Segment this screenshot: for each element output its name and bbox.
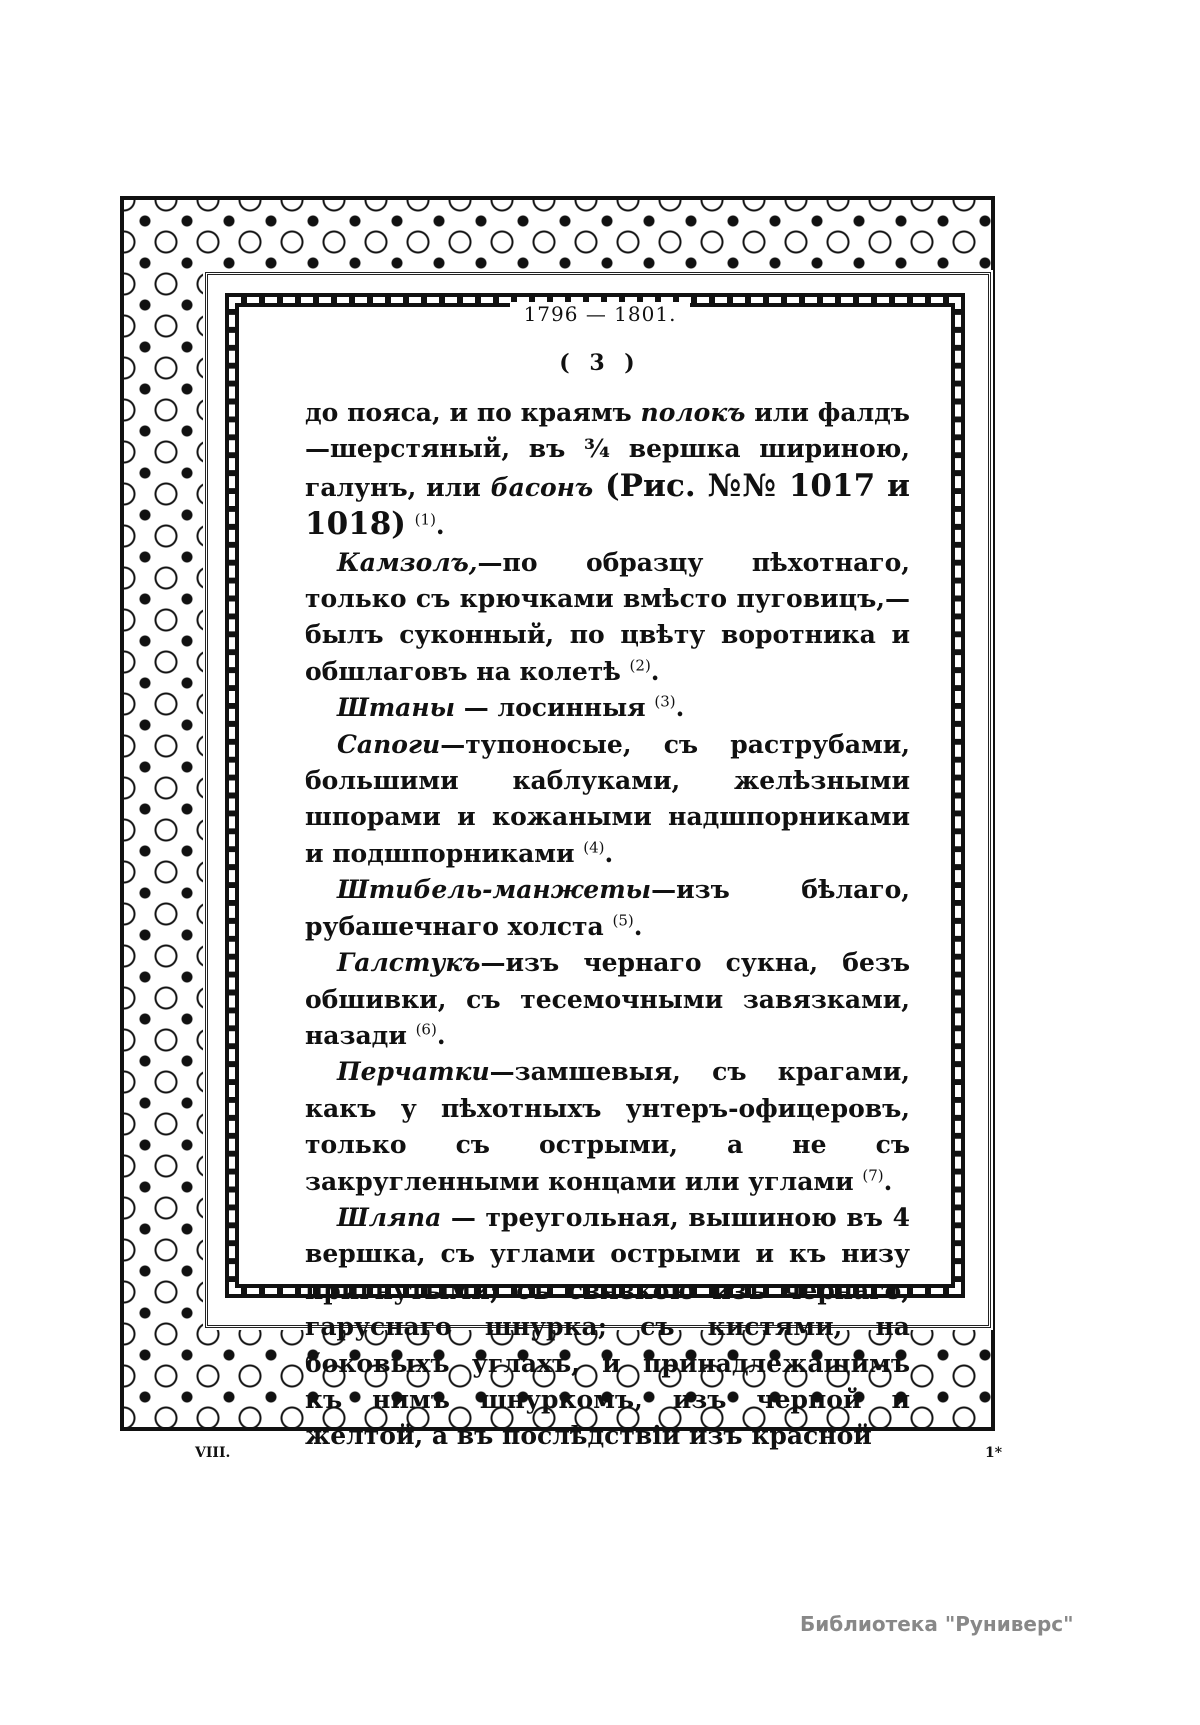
page-text (305, 395, 910, 1455)
term: Сапоги (337, 729, 441, 759)
paragraph: Камзолъ,—по образцу пѣхотнаго, только съ крючками вмѣсто пуговицъ,—былъ суконный, по цвѣту воротника и обшлаговъ на колетѣ $^{(2)}$. (305, 547, 910, 686)
paragraph: Штибель-манжеты—изъ бѣлаго, рубашечнаго холста $^{(5)}$. (305, 875, 910, 941)
running-head-years: 1796 — 1801. (0, 302, 1200, 326)
paragraph: до пояса, и по краямъ полокъ или фалдъ—шерстяный, въ ¾ вершка шириною, галунъ, или басонъ (Рис. №№ 1017 и 1018) $^{(1)}$. (305, 398, 910, 543)
term: Шляпа (337, 1202, 442, 1232)
footnote-ref: (2) (629, 656, 651, 675)
page-number: ( 3 ) (559, 350, 641, 376)
paragraph: Штаны — лосинныя $^{(3)}$. (337, 692, 685, 723)
library-watermark: Библиотека "Руниверс" (800, 1612, 1074, 1636)
signature-mark-right: 1* (985, 1445, 1003, 1461)
term: Штибель-манжеты (337, 875, 652, 905)
footnote-ref: (5) (612, 911, 634, 930)
term: Штаны (337, 693, 456, 723)
term: Перчатки (337, 1057, 490, 1087)
paragraph: Галстукъ—изъ чернаго сукна, безъ обшивки, съ тесемочными завязками, назади $^{(6)}$. (305, 948, 910, 1050)
term: Камзолъ, (337, 547, 478, 577)
footnote-ref: (6) (415, 1020, 437, 1039)
paragraph: Перчатки—замшевыя, съ крагами, какъ у пѣхотныхъ унтеръ-офицеровъ, только съ острыми, а не съ закругленными концами или углами $^{(7)}$. (305, 1057, 910, 1196)
signature-mark-left: VIII. (195, 1445, 231, 1461)
footnote-ref: (1) (414, 510, 436, 529)
paragraph: Сапоги—тупоносые, съ раструбами, большими каблуками, желѣзными шпорами и кожаными надшпорниками и подшпорниками $^{(4)}$. (305, 729, 910, 868)
term: Галстукъ (337, 948, 481, 978)
footnote-ref: (7) (862, 1166, 884, 1185)
footnote-ref: (4) (583, 838, 605, 857)
footnote-ref: (3) (654, 692, 676, 711)
paragraph: Шляпа — треугольная, вышиною въ 4 вершка, съ углами острыми и къ низу пригнутыми; съ связкою изъ чернаго, гаруснаго шнурка; съ кистями, на боковыхъ углахъ, и принадлежащимъ къ нимъ шнуркомъ, изъ черной и желтой, а въ послѣдствіи изъ красной (305, 1202, 910, 1451)
